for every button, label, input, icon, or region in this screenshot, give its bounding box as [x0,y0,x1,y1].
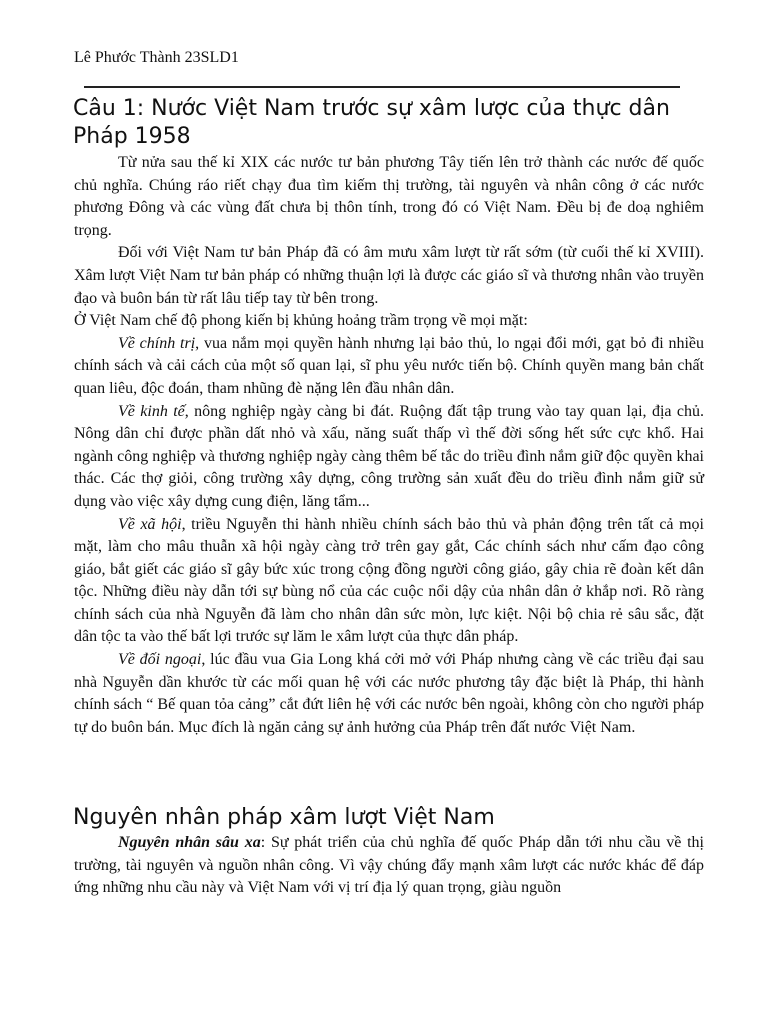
root-cause-text: : Sự phát triển của chủ nghĩa đế quốc Pháp dẫn tới nhu cầu về thị trường, tài nguyên và nguồn nhân công. Vì vậy chúng đẩy mạnh xâm lượt các nước khác để đáp ứng những nhu cầu này và Việt Nam với vị trí địa lý quan trọng, giàu nguồn [74,834,704,897]
paragraph-root-cause [74,832,704,900]
paragraph-society [74,514,704,650]
root-cause-label: Nguyên nhân sâu xa [118,834,261,851]
paragraph: Từ nửa sau thế kỉ XIX các nước tư bản phương Tây tiến lên trở thành các nước đế quốc chủ nghĩa. Chúng ráo riết chạy đua tìm kiếm thị trường, tài nguyên và nhân công ở các nước phương Đông và các vùng đất chưa bị thôn tính, trong đó có Việt Nam. Đều bị đe doạ nghiêm trọng. [74,154,704,239]
paragraph: Đối với Việt Nam tư bản Pháp đã có âm mưu xâm lượt từ rất sớm (từ cuối thế kỉ XVIII). Xâm lượt Việt Nam tư bản pháp có những thuận lợi là được các giáo sĩ và thương nhân vào truyền đạo và buôn bán từ rất lâu tiếp tay từ bên trong. [74,244,704,307]
author-line: Lê Phước Thành 23SLD1 [74,49,239,66]
foreign-affairs-label: Về đối ngoại [118,651,202,669]
paragraph-foreign-affairs [74,649,704,739]
economy-label: Về kinh tế [118,402,185,420]
horizontal-rule [84,86,680,88]
politics-label: Về chính trị [118,334,196,352]
economy-text: , nông nghiệp ngày càng bi đát. Ruộng đất tập trung vào tay quan lại, địa chủ. Nông dân chỉ được phần dất nhỏ và xấu, năng suất thấp vì thế đời sống hết sức cực khổ. Hai ngành công nghiệp và thương nghiệp ngày càng thêm bế tắc do triều đình nắm giữ độc quyền khai thác. Các thợ giỏi, công trường xây dựng, công trường sản xuất đều do triều đình nắm giữ sử dụng vào việc xây dựng cung điện, lăng tẩm... [74,402,704,510]
paragraph: Ở Việt Nam chế độ phong kiến bị khủng hoảng trầm trọng về mọi mặt: [74,312,528,330]
paragraph-politics [74,333,704,401]
paragraph-economy [74,401,704,514]
heading-cau-1: Câu 1: Nước Việt Nam trước sự xâm lược của thực dân Pháp 1958 [73,96,670,149]
politics-text: , vua nắm mọi quyền hành nhưng lại bảo thủ, lo ngại đổi mới, gạt bỏ đi nhiều chính sách và cải cách của một số quan lại, sĩ phu yêu nước tiến bộ. Chính quyền mang bản chất quan liêu, độc đoán, tham nhũng đè nặng lên đầu nhân dân. [74,334,704,397]
society-text: , triều Nguyễn thi hành nhiều chính sách bảo thủ và phản động trên tất cả mọi mặt, làm cho mâu thuẫn xã hội ngày càng trở trên gay gắt, Các chính sách như cấm đạo công giáo, bắt giết các giáo sĩ gây bức xúc trong cộng đồng người công giáo, gây chia rẽ đoàn kết dân tộc. Những điều này dẫn tới sự bùng nổ của các cuộc nổi dậy của nhân dân ở khắp nơi. Rõ ràng chính sách của nhà Nguyễn đã làm cho nhân dân sức mòn, lực kiệt. Nội bộ chia rẻ sâu sắc, đặt dân tộc ta vào thế bất lợi trước sự lăm le xâm lượt của thực dân pháp. [74,515,705,646]
section-2-body [74,832,704,900]
foreign-affairs-text: , lúc đầu vua Gia Long khá cởi mở với Pháp nhưng càng về các triều đại sau nhà Nguyễn dần khước từ các mối quan hệ với các nước phương tây đặc biệt là Pháp, thi hành chính sách “ Bế quan tỏa cảng” cắt đứt liên hệ với các nước bên ngoài, không còn cho người pháp tự do buôn bán. Mục đích là ngăn cảng sự ảnh hưởng của Pháp trên đất nước Việt Nam. [74,651,705,736]
society-label: Về xã hội [118,515,182,533]
heading-nguyen-nhan: Nguyên nhân pháp xâm lượt Việt Nam [73,805,495,830]
section-1-body [74,152,704,739]
